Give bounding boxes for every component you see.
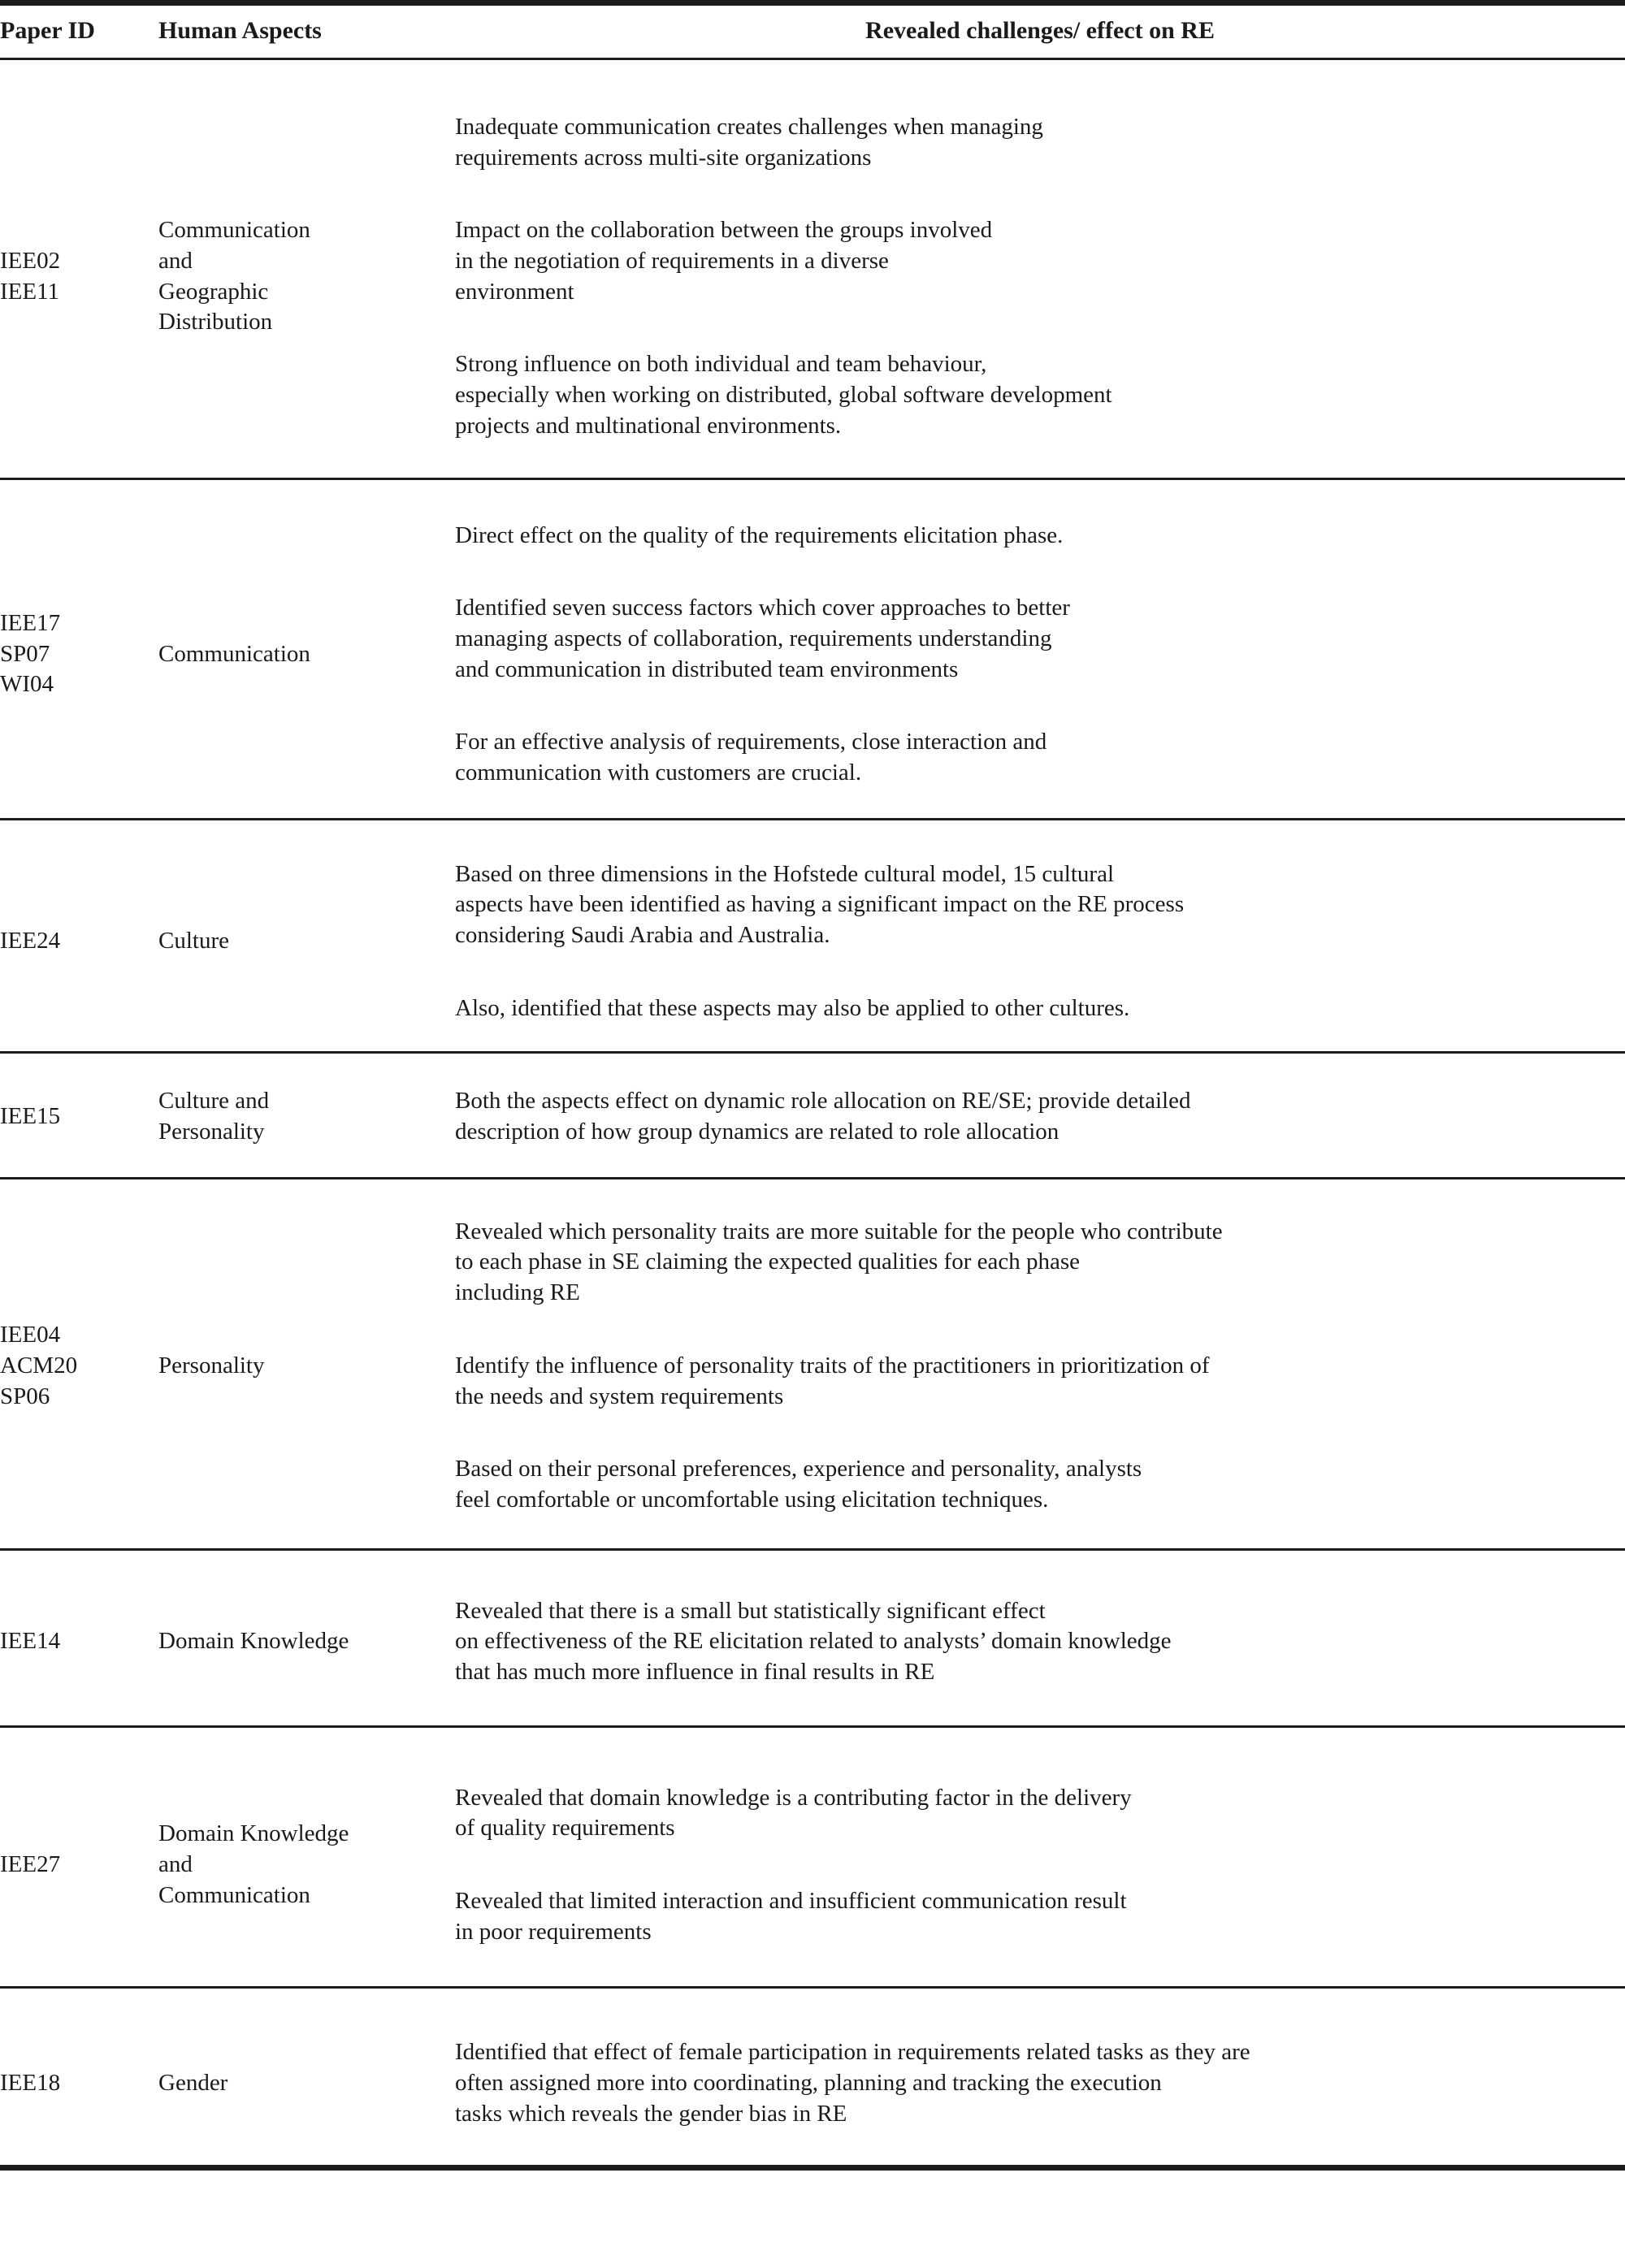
challenge-line: that has much more influence in final results in RE: [455, 1658, 935, 1685]
challenge-line: of quality requirements: [455, 1815, 675, 1842]
challenge-line: tasks which reveals the gender bias in RE: [455, 2100, 847, 2127]
challenge-line: aspects have been identified as having a significant impact on the RE process: [455, 891, 1185, 918]
human-aspect-line: Domain Knowledge: [158, 1628, 349, 1655]
challenge-line: managing aspects of collaboration, requirements understanding: [455, 625, 1052, 651]
cell-revealed-challenges: [455, 1178, 1625, 1549]
table-row: [0, 1988, 1625, 2168]
table-row: [0, 1726, 1625, 1988]
cell-human-aspects: [158, 1053, 455, 1178]
challenge-paragraph: [455, 593, 1625, 685]
paper-id: WI04: [0, 671, 54, 698]
challenge-line: including RE: [455, 1279, 580, 1306]
challenge-line: requirements across multi-site organizations: [455, 144, 872, 171]
challenge-paragraph: [455, 993, 1625, 1024]
cell-human-aspects: [158, 1178, 455, 1549]
paper-id: IEE11: [0, 278, 60, 305]
challenge-paragraph: [455, 1783, 1625, 1844]
challenge-paragraph: [455, 521, 1625, 552]
challenge-line: in poor requirements: [455, 1918, 652, 1945]
challenge-paragraph: [455, 1086, 1625, 1147]
challenge-line: in the negotiation of requirements in a diverse: [455, 248, 889, 275]
challenge-list: [455, 859, 1625, 1024]
human-aspect-line: Distribution: [158, 309, 273, 335]
challenge-line: communication with customers are crucial.: [455, 759, 862, 786]
challenge-line: projects and multinational environments.: [455, 412, 842, 439]
table-body: [0, 59, 1625, 2168]
challenge-paragraph: [455, 727, 1625, 788]
challenge-line: description of how group dynamics are related to role allocation: [455, 1119, 1060, 1145]
table-row: [0, 1549, 1625, 1726]
paper-id: IEE17: [0, 610, 61, 637]
challenge-line: Based on their personal preferences, experience and personality, analysts: [455, 1456, 1142, 1482]
column-header-paper-id: Paper ID: [0, 17, 95, 44]
challenge-line: Inadequate communication creates challenges when managing: [455, 114, 1043, 140]
challenge-line: Identify the influence of personality traits of the practitioners in prioritization of: [455, 1352, 1210, 1379]
paper-id: SP07: [0, 640, 50, 667]
challenge-line: For an effective analysis of requirements, close interaction and: [455, 729, 1047, 755]
cell-human-aspects: [158, 1988, 455, 2168]
human-aspect-line: Geographic: [158, 278, 269, 305]
cell-human-aspects: [158, 1549, 455, 1726]
cell-human-aspects: [158, 1726, 455, 1988]
human-aspect-line: Personality: [158, 1119, 265, 1145]
challenge-line: Also, identified that these aspects may also be applied to other cultures.: [455, 994, 1130, 1021]
paper-id: IEE15: [0, 1103, 61, 1130]
challenge-line: Revealed that there is a small but statistically significant effect: [455, 1597, 1046, 1624]
challenge-line: Both the aspects effect on dynamic role allocation on RE/SE; provide detailed: [455, 1088, 1191, 1115]
cell-revealed-challenges: [455, 1726, 1625, 1988]
human-aspect-line: Communication: [158, 1881, 310, 1908]
cell-revealed-challenges: [455, 1549, 1625, 1726]
table-row: [0, 478, 1625, 819]
cell-paper-id: [0, 1988, 158, 2168]
challenge-paragraph: [455, 112, 1625, 173]
table-row: [0, 59, 1625, 479]
paper-id: IEE04: [0, 1322, 61, 1348]
challenge-line: Revealed that limited interaction and insufficient communication result: [455, 1888, 1127, 1914]
challenge-list: [455, 2037, 1625, 2129]
column-header-human-aspects: Human Aspects: [158, 17, 322, 44]
challenge-paragraph: [455, 1596, 1625, 1688]
challenge-list: [455, 1217, 1625, 1516]
paper-id: IEE18: [0, 2070, 61, 2097]
challenge-line: especially when working on distributed, global software development: [455, 382, 1112, 409]
cell-revealed-challenges: [455, 478, 1625, 819]
challenge-paragraph: [455, 349, 1625, 441]
challenge-line: on effectiveness of the RE elicitation related to analysts’ domain knowledge: [455, 1628, 1172, 1655]
challenge-list: [455, 1783, 1625, 1948]
challenge-line: environment: [455, 278, 574, 305]
cell-paper-id: [0, 478, 158, 819]
challenge-list: [455, 521, 1625, 789]
column-header-revealed-challenges: Revealed challenges/ effect on RE: [865, 17, 1215, 44]
cell-paper-id: [0, 1053, 158, 1178]
cell-revealed-challenges: [455, 59, 1625, 479]
cell-human-aspects: [158, 478, 455, 819]
challenge-list: [455, 1596, 1625, 1688]
paper-id: SP06: [0, 1383, 50, 1409]
challenge-line: Identified that effect of female participation in requirements related tasks as they are: [455, 2039, 1250, 2066]
human-aspect-line: Communication: [158, 217, 310, 244]
challenge-line: Direct effect on the quality of the requirements elicitation phase.: [455, 522, 1064, 548]
cell-paper-id: [0, 1549, 158, 1726]
human-aspect-line: Communication: [158, 640, 310, 667]
human-aspect-line: Culture and: [158, 1088, 270, 1115]
cell-paper-id: [0, 1178, 158, 1549]
human-aspect-line: Culture: [158, 928, 229, 954]
human-aspect-line: Personality: [158, 1352, 265, 1379]
challenge-paragraph: [455, 215, 1625, 307]
table-row: [0, 1178, 1625, 1549]
paper-id: IEE24: [0, 928, 61, 954]
challenge-line: Impact on the collaboration between the groups involved: [455, 217, 993, 244]
table-header: [0, 3, 1625, 59]
challenge-list: [455, 112, 1625, 442]
challenge-list: [455, 1086, 1625, 1147]
table-row: [0, 1053, 1625, 1178]
challenge-line: to each phase in SE claiming the expected qualities for each phase: [455, 1249, 1081, 1275]
header-row: [0, 3, 1625, 59]
challenge-paragraph: [455, 1886, 1625, 1947]
cell-revealed-challenges: [455, 1053, 1625, 1178]
paper-id: IEE27: [0, 1851, 61, 1878]
cell-human-aspects: [158, 59, 455, 479]
cell-paper-id: [0, 1726, 158, 1988]
cell-revealed-challenges: [455, 819, 1625, 1053]
human-aspect-line: Gender: [158, 2070, 228, 2097]
paper-id: IEE02: [0, 248, 61, 275]
table-row: [0, 819, 1625, 1053]
challenge-line: Strong influence on both individual and team behaviour,: [455, 351, 987, 378]
challenge-line: often assigned more into coordinating, planning and tracking the execution: [455, 2070, 1162, 2097]
human-aspect-line: and: [158, 1851, 193, 1878]
challenge-paragraph: [455, 1217, 1625, 1309]
challenge-paragraph: [455, 1454, 1625, 1515]
challenge-paragraph: [455, 1351, 1625, 1412]
challenge-line: Revealed that domain knowledge is a contributing factor in the delivery: [455, 1784, 1132, 1811]
challenge-line: Identified seven success factors which cover approaches to better: [455, 595, 1070, 621]
paper-id: ACM20: [0, 1352, 78, 1379]
challenge-line: and communication in distributed team environments: [455, 656, 959, 682]
paper-id: IEE14: [0, 1628, 61, 1655]
challenge-line: Revealed which personality traits are more suitable for the people who contribute: [455, 1218, 1223, 1244]
cell-human-aspects: [158, 819, 455, 1053]
challenge-paragraph: [455, 859, 1625, 951]
human-aspect-line: and: [158, 248, 193, 275]
challenge-line: the needs and system requirements: [455, 1383, 784, 1409]
challenge-line: Based on three dimensions in the Hofstede cultural model, 15 cultural: [455, 860, 1114, 887]
human-aspect-line: Domain Knowledge: [158, 1820, 349, 1847]
challenge-paragraph: [455, 2037, 1625, 2129]
cell-paper-id: [0, 819, 158, 1053]
cell-paper-id: [0, 59, 158, 479]
challenge-line: feel comfortable or uncomfortable using elicitation techniques.: [455, 1486, 1049, 1513]
challenge-line: considering Saudi Arabia and Australia.: [455, 922, 830, 948]
cell-revealed-challenges: [455, 1988, 1625, 2168]
